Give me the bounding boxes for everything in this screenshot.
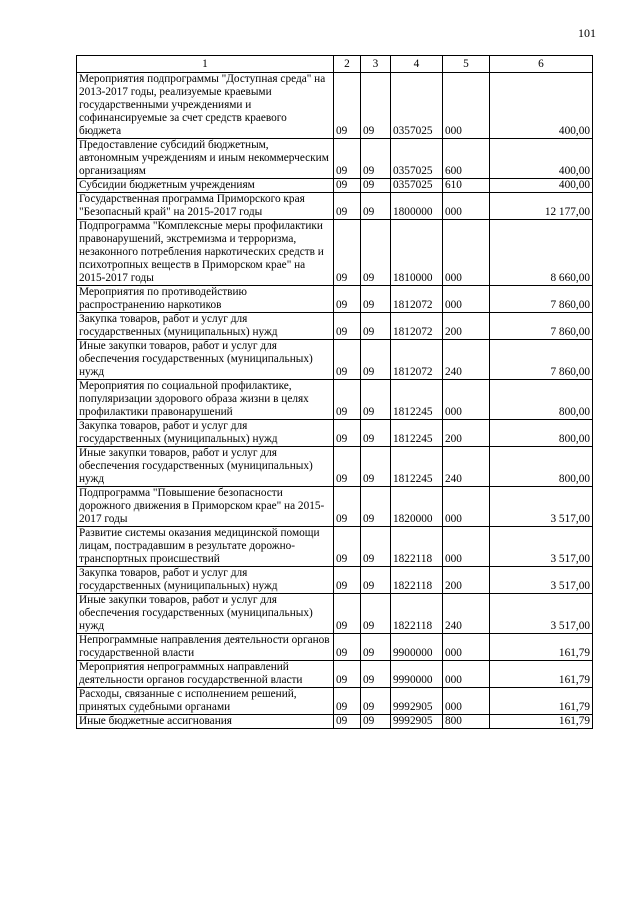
row-section-cell: 09 (334, 220, 361, 286)
row-amount-cell: 161,79 (490, 688, 593, 715)
row-amount-cell: 12 177,00 (490, 193, 593, 220)
table-row (77, 447, 593, 487)
header-cell: 2 (334, 56, 361, 73)
row-expense-kind-cell: 200 (443, 420, 490, 447)
row-section-cell: 09 (334, 139, 361, 179)
row-name-cell: Расходы, связанные с исполнением решений, принятых судебными органами (77, 688, 334, 715)
row-section-cell: 09 (334, 715, 361, 729)
row-amount-cell: 7 860,00 (490, 286, 593, 313)
row-expense-kind-cell: 240 (443, 447, 490, 487)
row-section-cell: 09 (334, 688, 361, 715)
row-section-cell: 09 (334, 447, 361, 487)
row-subsection-cell: 09 (361, 340, 391, 380)
row-subsection-cell: 09 (361, 139, 391, 179)
row-name-cell: Мероприятия по противодействию распространению наркотиков (77, 286, 334, 313)
table-row (77, 634, 593, 661)
row-name-cell: Мероприятия по социальной профилактике, популяризации здорового образа жизни в целях профилактики правонарушений (77, 380, 334, 420)
row-name-cell: Иные закупки товаров, работ и услуг для обеспечения государственных (муниципальных) нужд (77, 447, 334, 487)
row-section-cell: 09 (334, 179, 361, 193)
row-subsection-cell: 09 (361, 447, 391, 487)
row-amount-cell: 800,00 (490, 420, 593, 447)
row-amount-cell: 800,00 (490, 447, 593, 487)
table-row (77, 220, 593, 286)
table-row (77, 286, 593, 313)
row-expense-kind-cell: 000 (443, 487, 490, 527)
row-article-cell: 1812072 (391, 340, 443, 380)
row-section-cell: 09 (334, 567, 361, 594)
row-article-cell: 0357025 (391, 73, 443, 139)
row-name-cell: Государственная программа Приморского края "Безопасный край" на 2015-2017 годы (77, 193, 334, 220)
row-expense-kind-cell: 000 (443, 193, 490, 220)
row-amount-cell: 400,00 (490, 179, 593, 193)
row-name-cell: Мероприятия непрограммных направлений деятельности органов государственной власти (77, 661, 334, 688)
row-name-cell: Иные бюджетные ассигнования (77, 715, 334, 729)
row-section-cell: 09 (334, 340, 361, 380)
row-subsection-cell: 09 (361, 661, 391, 688)
row-article-cell: 9992905 (391, 688, 443, 715)
table-row (77, 73, 593, 139)
row-name-cell: Закупка товаров, работ и услуг для государственных (муниципальных) нужд (77, 313, 334, 340)
header-cell: 6 (490, 56, 593, 73)
row-amount-cell: 3 517,00 (490, 594, 593, 634)
row-expense-kind-cell: 000 (443, 661, 490, 688)
row-section-cell: 09 (334, 594, 361, 634)
table-row (77, 527, 593, 567)
row-amount-cell: 7 860,00 (490, 313, 593, 340)
row-amount-cell: 400,00 (490, 73, 593, 139)
row-name-cell: Субсидии бюджетным учреждениям (77, 179, 334, 193)
row-article-cell: 1812072 (391, 313, 443, 340)
row-article-cell: 1812245 (391, 380, 443, 420)
row-subsection-cell: 09 (361, 73, 391, 139)
row-name-cell: Иные закупки товаров, работ и услуг для обеспечения государственных (муниципальных) нужд (77, 594, 334, 634)
row-article-cell: 1822118 (391, 594, 443, 634)
table-row (77, 179, 593, 193)
row-subsection-cell: 09 (361, 420, 391, 447)
row-article-cell: 1810000 (391, 220, 443, 286)
row-section-cell: 09 (334, 420, 361, 447)
row-subsection-cell: 09 (361, 193, 391, 220)
row-amount-cell: 3 517,00 (490, 487, 593, 527)
page-number: 101 (578, 26, 596, 40)
row-article-cell: 1812072 (391, 286, 443, 313)
row-expense-kind-cell: 200 (443, 313, 490, 340)
row-amount-cell: 3 517,00 (490, 527, 593, 567)
table-row (77, 661, 593, 688)
row-section-cell: 09 (334, 286, 361, 313)
row-subsection-cell: 09 (361, 688, 391, 715)
table-row (77, 715, 593, 729)
row-expense-kind-cell: 000 (443, 634, 490, 661)
row-amount-cell: 8 660,00 (490, 220, 593, 286)
row-section-cell: 09 (334, 73, 361, 139)
row-expense-kind-cell: 240 (443, 340, 490, 380)
row-name-cell: Закупка товаров, работ и услуг для государственных (муниципальных) нужд (77, 567, 334, 594)
row-subsection-cell: 09 (361, 567, 391, 594)
row-subsection-cell: 09 (361, 487, 391, 527)
row-section-cell: 09 (334, 661, 361, 688)
row-name-cell: Предоставление субсидий бюджетным, автономным учреждениям и иным некоммерческим организациям (77, 139, 334, 179)
row-name-cell: Мероприятия подпрограммы "Доступная среда" на 2013-2017 годы, реализуемые краевыми государственными учреждениями и софинансируемые за счет средств краевого бюджета (77, 73, 334, 139)
table-row (77, 594, 593, 634)
row-expense-kind-cell: 000 (443, 688, 490, 715)
row-article-cell: 1822118 (391, 567, 443, 594)
row-subsection-cell: 09 (361, 220, 391, 286)
row-amount-cell: 800,00 (490, 380, 593, 420)
table-header-row (77, 56, 593, 73)
row-article-cell: 0357025 (391, 179, 443, 193)
row-subsection-cell: 09 (361, 380, 391, 420)
header-cell: 1 (77, 56, 334, 73)
row-amount-cell: 3 517,00 (490, 567, 593, 594)
row-amount-cell: 400,00 (490, 139, 593, 179)
row-section-cell: 09 (334, 193, 361, 220)
row-section-cell: 09 (334, 527, 361, 567)
row-expense-kind-cell: 000 (443, 286, 490, 313)
table-row (77, 380, 593, 420)
row-subsection-cell: 09 (361, 715, 391, 729)
row-name-cell: Закупка товаров, работ и услуг для государственных (муниципальных) нужд (77, 420, 334, 447)
row-section-cell: 09 (334, 313, 361, 340)
row-section-cell: 09 (334, 487, 361, 527)
row-article-cell: 1800000 (391, 193, 443, 220)
row-subsection-cell: 09 (361, 286, 391, 313)
row-name-cell: Подпрограмма "Комплексные меры профилактики правонарушений, экстремизма и терроризма, незаконного потребления наркотических средств и психотропных веществ в Приморском крае" на 2015-2017 годы (77, 220, 334, 286)
row-article-cell: 1812245 (391, 447, 443, 487)
table-row (77, 420, 593, 447)
row-expense-kind-cell: 000 (443, 73, 490, 139)
row-article-cell: 0357025 (391, 139, 443, 179)
row-expense-kind-cell: 610 (443, 179, 490, 193)
row-expense-kind-cell: 000 (443, 380, 490, 420)
row-expense-kind-cell: 800 (443, 715, 490, 729)
table-row (77, 193, 593, 220)
row-name-cell: Развитие системы оказания медицинской помощи лицам, пострадавшим в результате дорожно-транспортных происшествий (77, 527, 334, 567)
table-row (77, 487, 593, 527)
row-amount-cell: 161,79 (490, 661, 593, 688)
row-article-cell: 9900000 (391, 634, 443, 661)
row-subsection-cell: 09 (361, 527, 391, 567)
row-article-cell: 1812245 (391, 420, 443, 447)
row-name-cell: Непрограммные направления деятельности органов государственной власти (77, 634, 334, 661)
row-expense-kind-cell: 000 (443, 527, 490, 567)
row-expense-kind-cell: 000 (443, 220, 490, 286)
header-cell: 5 (443, 56, 490, 73)
table-row (77, 688, 593, 715)
row-name-cell: Иные закупки товаров, работ и услуг для обеспечения государственных (муниципальных) нужд (77, 340, 334, 380)
table-row (77, 567, 593, 594)
row-article-cell: 9990000 (391, 661, 443, 688)
header-cell: 4 (391, 56, 443, 73)
row-amount-cell: 7 860,00 (490, 340, 593, 380)
row-subsection-cell: 09 (361, 594, 391, 634)
row-article-cell: 9992905 (391, 715, 443, 729)
row-amount-cell: 161,79 (490, 634, 593, 661)
row-expense-kind-cell: 200 (443, 567, 490, 594)
header-cell: 3 (361, 56, 391, 73)
row-expense-kind-cell: 240 (443, 594, 490, 634)
row-article-cell: 1820000 (391, 487, 443, 527)
row-section-cell: 09 (334, 634, 361, 661)
table-row (77, 139, 593, 179)
table-row (77, 313, 593, 340)
row-subsection-cell: 09 (361, 179, 391, 193)
row-amount-cell: 161,79 (490, 715, 593, 729)
row-subsection-cell: 09 (361, 313, 391, 340)
row-section-cell: 09 (334, 380, 361, 420)
row-subsection-cell: 09 (361, 634, 391, 661)
table-row (77, 340, 593, 380)
row-expense-kind-cell: 600 (443, 139, 490, 179)
row-name-cell: Подпрограмма "Повышение безопасности дорожного движения в Приморском крае" на 2015-2017 годы (77, 487, 334, 527)
budget-table (76, 55, 593, 729)
row-article-cell: 1822118 (391, 527, 443, 567)
